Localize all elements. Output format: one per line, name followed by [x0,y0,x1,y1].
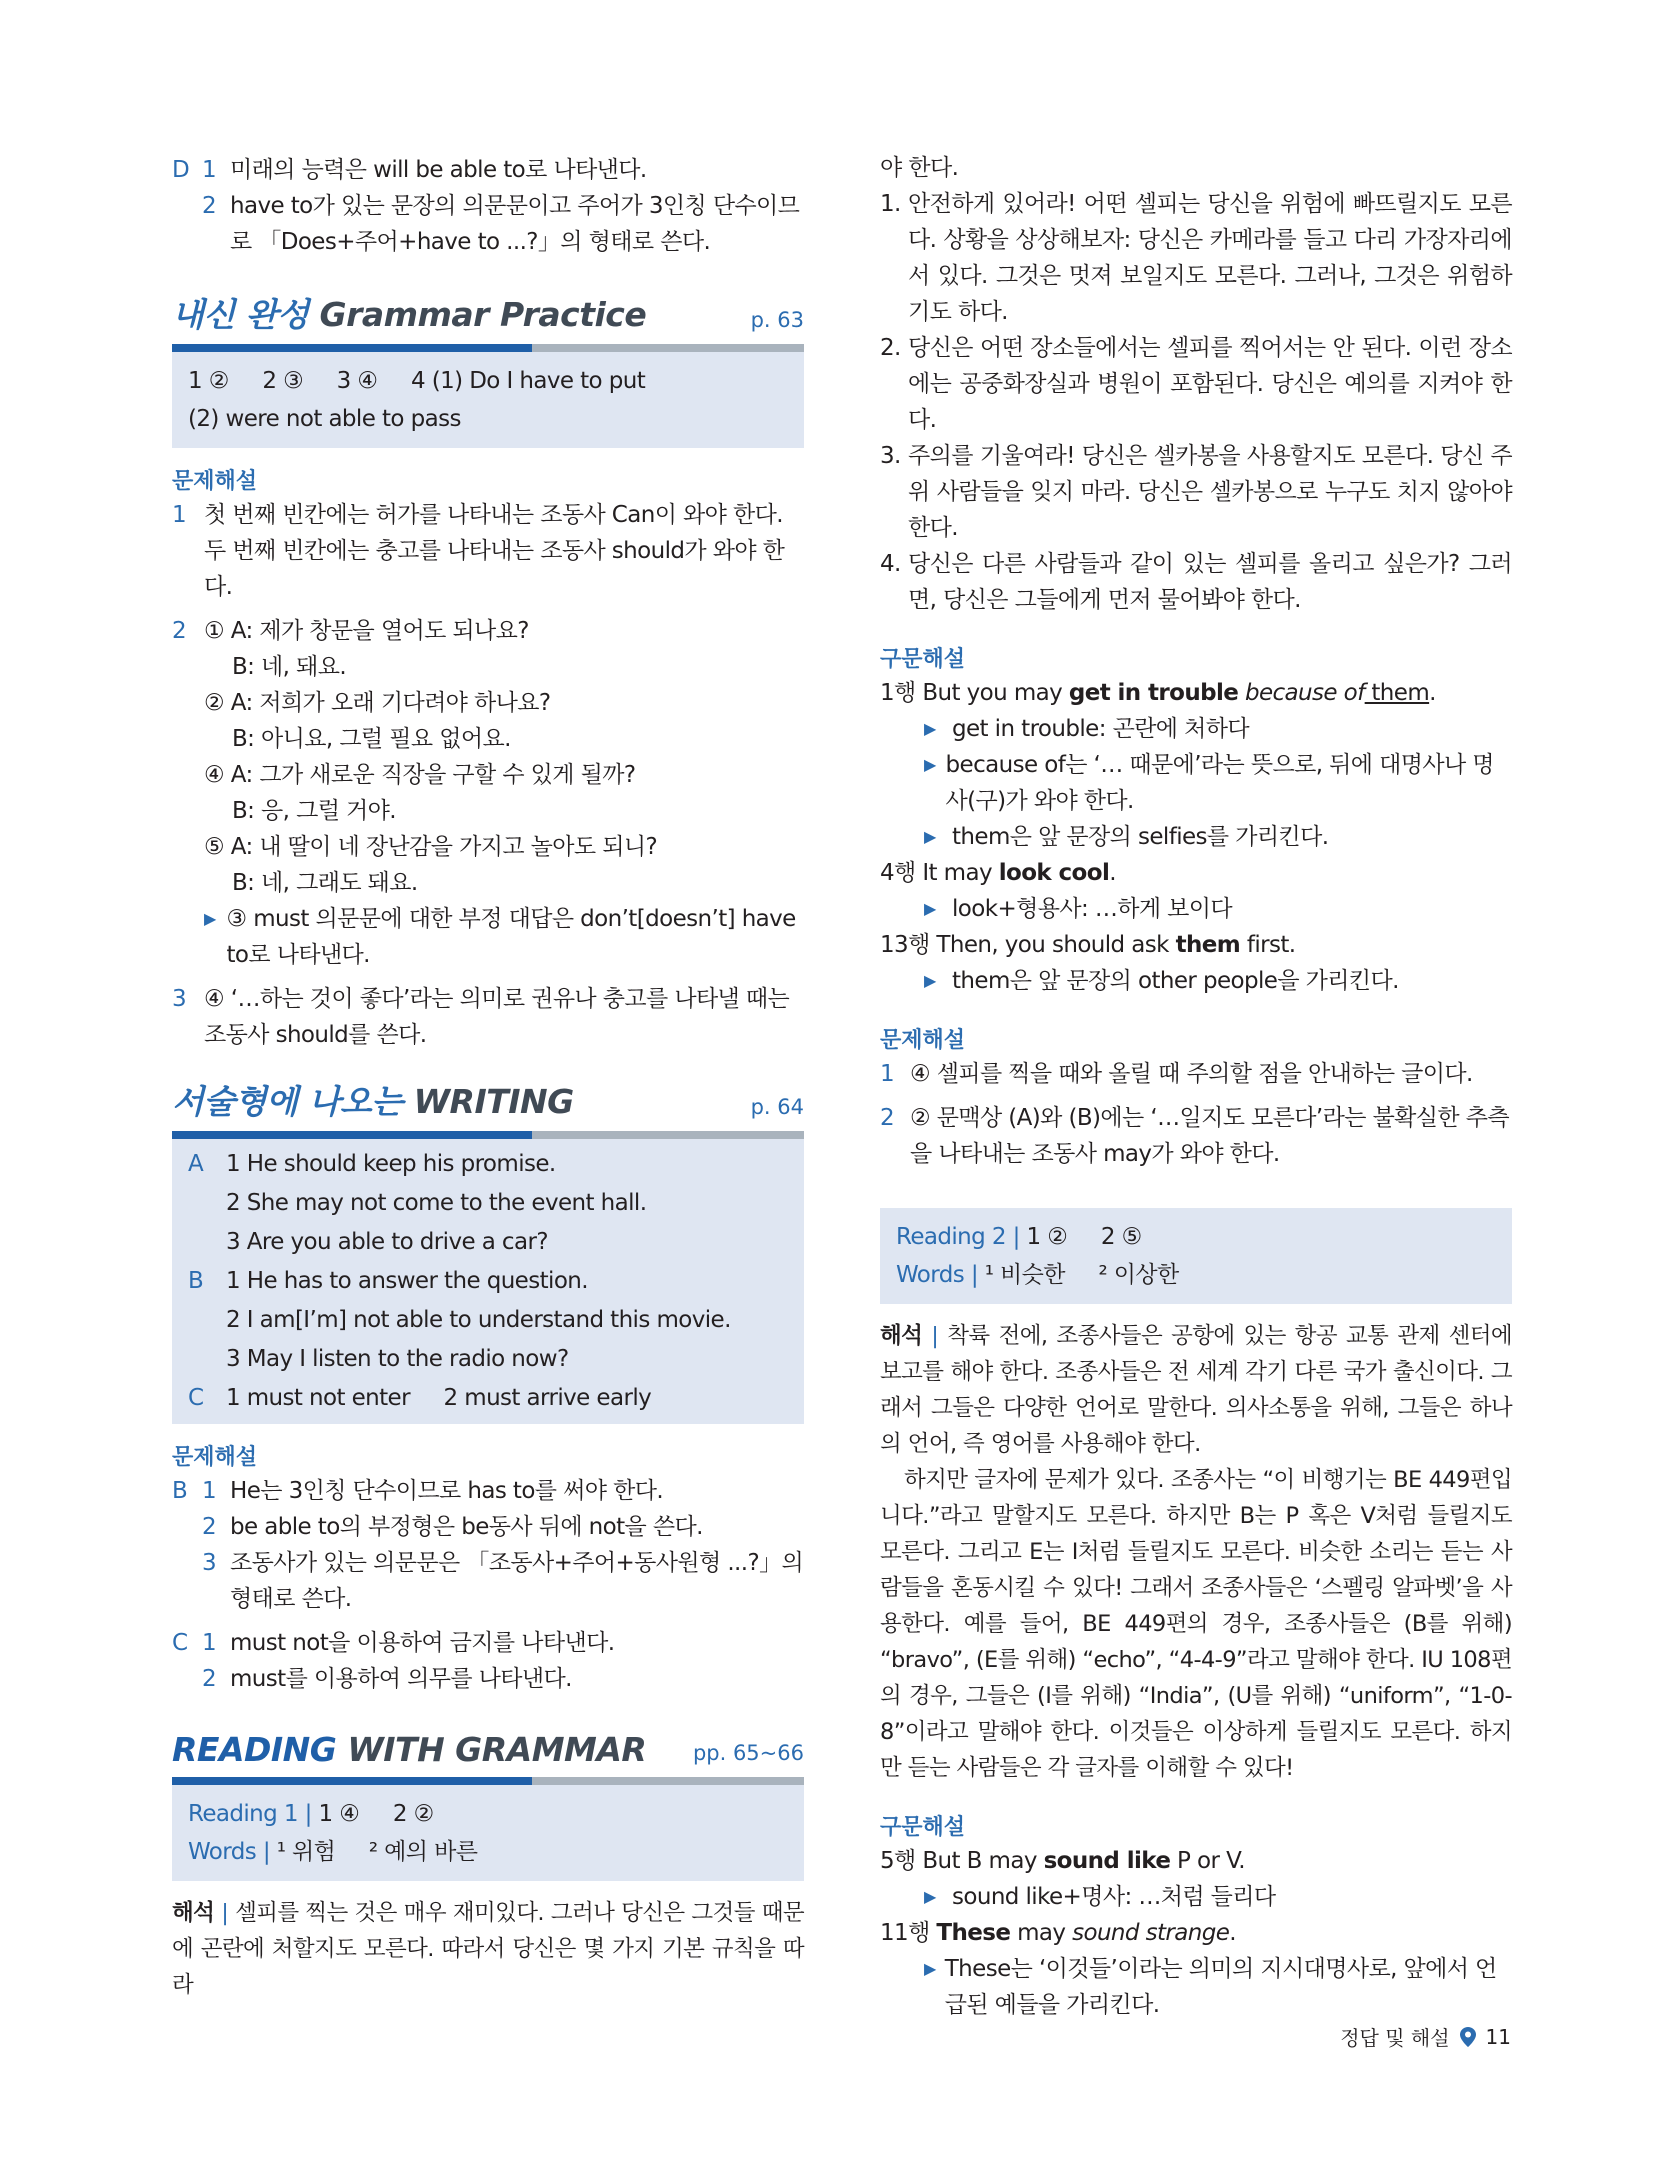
footer-label: 정답 및 해설 [1340,2026,1450,2050]
section-bar [172,344,804,352]
d-block: D 1 미래의 능력은 will be able to로 나타낸다. 2 have to가 있는 문장의 의문문이고 주어가 3인칭 단수이므로 「Does+주어+have to ...?」의 형태로 쓴다. [172,152,804,260]
answer-box: Reading 1 | 1 ④ 2 ② Words | ¹ 위험 ² 예의 바른 [172,1785,804,1881]
syntax-heading: 구문해설 [880,1815,966,1840]
explanation-q2: 2 ① A: 제가 창문을 열어도 되나요? B: 네, 돼요. ② A: 저희가 오래 기다려야 하나요? B: 아니요, 그럴 필요 없어요. ④ A: 그가 새로운 직장을 구할 수 있게 될까? B: 응, 그럴 거야. ⑤ A: 내 딸이 네 장난감을 가지고 놀아도 되니? B: 네, 그래도 돼요. ▶ ③ must 의문문에 대한 부정 대답은 don’t[doesn’t] have to로 나타낸다. [172,613,804,973]
answer-box: 1 ② 2 ③ 3 ④ 4 (1) Do I have to put (2) were not able to pass [172,352,804,448]
triangle-bullet-icon: ▶ [924,1887,936,1906]
section-title-ko: 서술형에 나오는 [172,1082,403,1121]
explanation-q3: 3 ④ ‘…하는 것이 좋다’라는 의미로 권유나 충고를 나타낼 때는 조동사 should를 쓴다. [172,986,790,1048]
section-title-b: WITH GRAMMAR [347,1730,647,1769]
writing-header [172,1082,804,1131]
triangle-bullet-icon: ▶ [924,1959,936,1978]
section-title-en: WRITING [413,1082,574,1121]
explanation-heading: 문제해설 [880,1028,966,1053]
right-column: 야 한다. 1. 안전하게 있어라! 어떤 셀피는 당신을 위험에 빠뜨릴지도 모른다. 상황을 상상해보자: 당신은 카메라를 들고 다리 가장자리에 서 있다. 그것은 멋져 보일지도 모른다. 그러나, 그것은 위험하기도 하다. 2. 당신은 어떤 장소들에서는 셀피를 찍어서는 안 된다. 이런 장소에는 공중화장실과 병원이 포함된다. 당신은 예의를 지켜야 한다. 3. 주의를 기울여라! 당신은 셀카봉을 사용할지도 모른다. 당신 주위 사람들을 잊지 마라. 당신은 셀카봉으로 누구도 치지 않아야 한다. 4. 당신은 다른 사람들과 같이 있는 셀피를 올리고 싶은가? 그러면, 당신은 그들에게 먼저 물어봐야 한다. 구문해설 1행 But you may get in trouble because of them. ▶ get in trouble: 곤란에 처하다 ▶ because of는 ‘… 때문에’라는 뜻으로, 뒤에 대명사나 명사(구)가 와야 한다. ▶ them은 앞 문장의 selfies를 가리킨다. 4행 It may look cool. ▶ look+형용사: …하게 보이다 13행 Then, you should ask them first. ▶ them은 앞 문장의 other people을 가리킨다. 문제해설 1 ④ 셀피를 찍을 때와 올릴 때 주의할 점을 안내하는 글이다. 2 ② 문맥상 (A)와 (B)에는 ‘…일지도 모른다’라는 불확실한 추측을 나타내는 조동사 may가 와야 한다. Reading 2 | 1 ② 2 ⑤ Words | ¹ 비슷한 ² 이상한 해석 | 착륙 전에, 조종사들은 공항에 있는 항공 교통 관제 센터에 보고를 해야 한다. 조종사들은 전 세계 각기 다른 국가 출신이다. 그래서 그들은 다양한 언어로 말한다. 의사소통을 위해, 그들은 하나의 언어, 즉 영어를 사용해야 한다. 하지만 글자에 문제가 있다. 조종사는 “이 비행기는 BE 449편입니다.”라고 말할지도 모른다. 하지만 B는 P 혹은 V처럼 들릴지도 모른다. 그리고 E는 I처럼 들릴지도 모른다. 비슷한 소리는 듣는 사람들을 혼동시킬 수 있다! 그래서 조종사들은 ‘스펠링 알파벳’을 사용한다. 예를 들어, BE 449편의 경우, 조종사들은 (B를 위해) “bravo”, (E를 위해) “echo”, “4-4-9”라고 말해야 한다. IU 108편의 경우, 그들은 (I를 위해) “India”, (U를 위해) “uniform”, “1-0-8”이라고 말해야 한다. 이것들은 이상하게 들릴지도 모른다. 하지만 듣는 사람들은 각 글자를 이해할 수 있다! 구문해설 5행 But B may sound like P or V. ▶ sound like+명사: …처럼 들리다 11행 These may sound strange. ▶ These는 ‘이것들’이라는 의미의 지시대명사로, 앞에서 언급된 예들을 가리킨다. [880,150,1512,2023]
section-bar [172,1777,804,1785]
page-ref: pp. 65~66 [692,1741,804,1765]
syntax-line-11: 11행 These may sound strange. [880,1920,1237,1946]
explanation-heading: 문제해설 [172,469,258,494]
numbered-list: 1. 안전하게 있어라! 어떤 셀피는 당신을 위험에 빠뜨릴지도 모른다. 상황을 상상해보자: 당신은 카메라를 들고 다리 가장자리에 서 있다. 그것은 멋져 보일지도 모른다. 그러나, 그것은 위험하기도 하다. 2. 당신은 어떤 장소들에서는 셀피를 찍어서는 안 된다. 이런 장소에는 공중화장실과 병원이 포함된다. 당신은 예의를 지켜야 한다. 3. 주의를 기울여라! 당신은 셀카봉을 사용할지도 모른다. 당신 주위 사람들을 잊지 마라. 당신은 셀카봉으로 누구도 치지 않아야 한다. 4. 당신은 다른 사람들과 같이 있는 셀피를 올리고 싶은가? 그러면, 당신은 그들에게 먼저 물어봐야 한다. [880,191,1512,613]
section-bar [172,1131,804,1139]
page-number: 11 [1485,2024,1511,2049]
page-ref: p. 64 [750,1095,804,1119]
translation-paragraph-2: 하지만 글자에 문제가 있다. 조종사는 “이 비행기는 BE 449편입니다.”라고 말할지도 모른다. 하지만 B는 P 혹은 V처럼 들릴지도 모른다. 그리고 E는 I처럼 들릴지도 모른다. 비슷한 소리는 듣는 사람들을 혼동시킬 수 있다! 그래서 조종사들은 ‘스펠링 알파벳’을 사용한다. 예를 들어, BE 449편의 경우, 조종사들은 (B를 위해) “bravo”, (E를 위해) “echo”, “4-4-9”라고 말해야 한다. IU 108편의 경우, 그들은 (I를 위해) “India”, (U를 위해) “uniform”, “1-0-8”이라고 말해야 한다. 이것들은 이상하게 들릴지도 모른다. 하지만 듣는 사람들은 각 글자를 이해할 수 있다! [880,1467,1512,1781]
section-title-a: READING [172,1730,337,1769]
syntax-line-1: 1행 But you may get in trouble because of them. [880,680,1436,706]
syntax-heading: 구문해설 [880,647,966,672]
triangle-bullet-icon: ▶ [924,971,936,990]
d-item-2: have to가 있는 문장의 의문문이고 주어가 3인칭 단수이므로 「Does+주어+have to ...?」의 형태로 쓴다. [230,193,800,255]
explanation-heading: 문제해설 [172,1445,258,1470]
d-label: D [172,157,190,183]
location-pin-icon [1460,2027,1476,2047]
triangle-bullet-icon: ▶ [924,755,936,774]
translation-paragraph: 해석 | 셀피를 찍는 것은 매우 재미있다. 그러나 당신은 그것들 때문에 곤란에 처할지도 모른다. 따라서 당신은 몇 가지 기본 규칙을 따라 [172,1900,804,1998]
triangle-bullet-icon: ▶ [924,899,936,918]
explanation-q1: 1 첫 번째 빈칸에는 허가를 나타내는 조동사 Can이 와야 한다. 두 번째 빈칸에는 충고를 나타내는 조동사 should가 와야 한다. [172,502,785,600]
answer-box: A 1 He should keep his promise. 2 She may not come to the event hall. 3 Are you able to drive a car? B 1 He has to answer the question. 2 I am[I’m] not able to understand this movie. 3 May I listen to the radio now? C 1 must not enter 2 must arrive early [172,1139,804,1424]
left-column: D 1 미래의 능력은 will be able to로 나타낸다. 2 have to가 있는 문장의 의문문이고 주어가 3인칭 단수이므로 「Does+주어+have to ...?」의 형태로 쓴다. 내신 완성 Grammar Practice p. 63 1 ② 2 ③ 3 ④ 4 (1) Do I have to put (2) were not able to pass 문제해설 1 첫 번째 빈칸에는 허가를 나타내는 조동사 Can이 와야 한다. 두 번째 빈칸에는 충고를 나타내는 조동사 should가 와야 한다. 2 ① A: 제가 창문을 열어도 되나요? B: 네, 돼요. ② A: 저희가 오래 기다려야 하나요? B: 아니요, 그럴 필요 없어요. ④ A: 그가 새로운 직장을 구할 수 있게 될까? B: 응, 그럴 거야. ⑤ A: 내 딸이 네 장난감을 가지고 놀아도 되니? B: 네, 그래도 돼요. ▶ ③ must 의문문에 대한 부정 대답은 don’t[doesn’t] have to로 나타낸다. 3 ④ ‘…하는 것이 좋다’라는 의미로 권유나 충고를 나타낼 때는 조동사 should를 쓴다. 서술형에 나오는 WRITING p. 64 A 1 He should keep his promise. 2 She may not come to the event hall. 3 Are you able to drive a car? B 1 He has to answer the question. 2 I am[I’m] not able to understand this movie. 3 May I listen to the radio now? C 1 must not enter 2 must arrive early 문제해설 B 1 He는 3인칭 단수이므로 has to를 써야 한다. 2 be able to의 부정형은 be동사 뒤에 not을 쓴다. 3 조동사가 있는 의문문은 「조동사+주어+동사원형 ...?」의 형태로 쓴다. C 1 must not을 이용하여 금지를 나타낸다. 2 must를 이용하여 의무를 나타낸다. READING WITH GRAMMAR pp. 65~66 Reading 1 | 1 ④ 2 ② Words | ¹ 위험 ² 예의 바른 해석 | 셀피를 찍는 것은 매우 재미있다. 그러나 당신은 그것들 때문에 곤란에 처할지도 모른다. 따라서 당신은 몇 가지 기본 규칙을 따라 [172,152,804,2003]
answer-box: Reading 2 | 1 ② 2 ⑤ Words | ¹ 비슷한 ² 이상한 [880,1208,1512,1304]
page-ref: p. 63 [750,308,804,332]
d-item-1: 미래의 능력은 will be able to로 나타낸다. [230,157,647,183]
page-footer [1340,2022,1511,2051]
triangle-bullet-icon: ▶ [924,719,936,738]
translation-paragraph-1: 해석 | 착륙 전에, 조종사들은 공항에 있는 항공 교통 관제 센터에 보고를 해야 한다. 조종사들은 전 세계 각기 다른 국가 출신이다. 그래서 그들은 다양한 언어로 말한다. 의사소통을 위해, 그들은 하나의 언어, 즉 영어를 사용해야 한다. [880,1323,1512,1457]
triangle-bullet-icon: ▶ [924,827,936,846]
reading-with-grammar-header [172,1730,804,1777]
grammar-practice-header [172,295,804,344]
syntax-line-4: 4행 It may look cool. [880,860,1116,886]
section-title-ko: 내신 완성 [172,295,309,334]
syntax-line-5: 5행 But B may sound like P or V. [880,1848,1245,1874]
triangle-bullet-icon: ▶ [204,909,216,928]
syntax-line-13: 13행 Then, you should ask them first. [880,932,1296,958]
section-title-en: Grammar Practice [319,295,647,334]
